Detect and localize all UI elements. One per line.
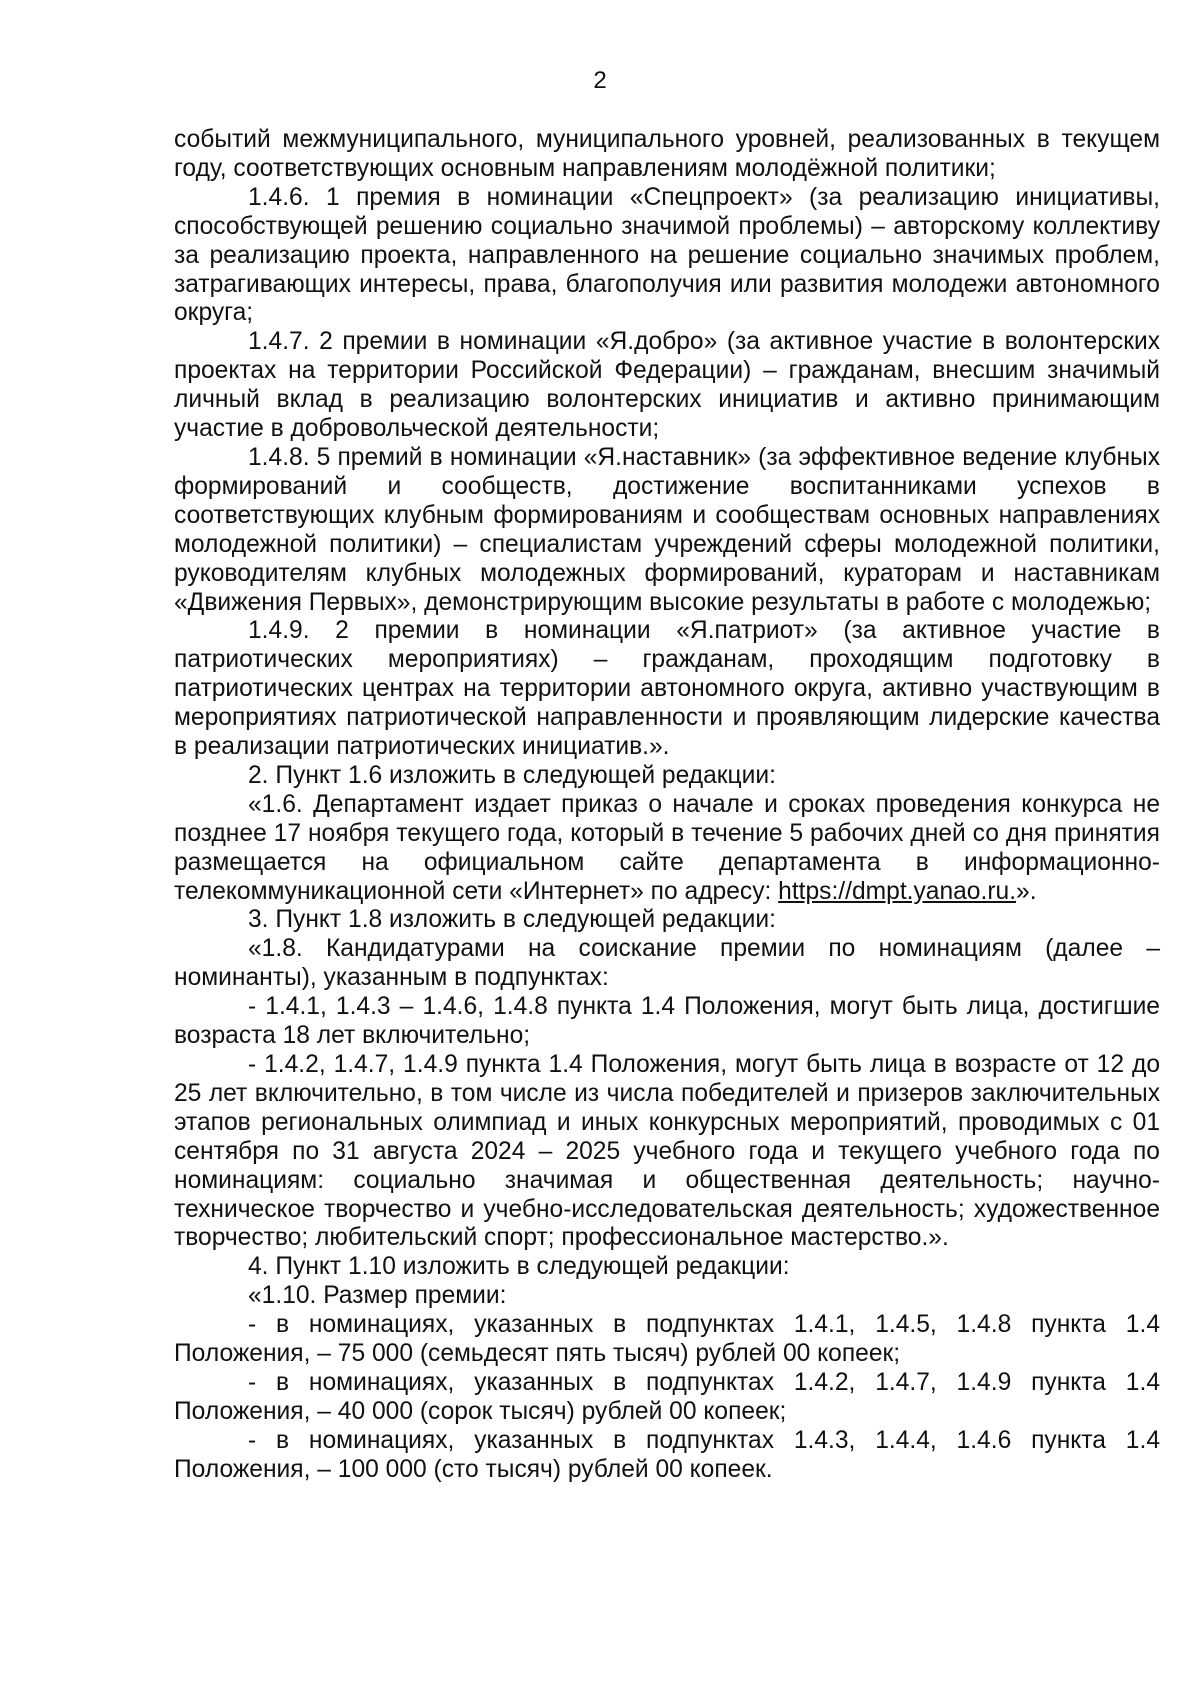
paragraph-1-4-8: 1.4.8. 5 премий в номинации «Я.наставник» (за эффективное ведение клубных формирований и сообществ, достижение воспитанниками успехов в соответствующих клубным формированиям и сообществам основных направлениях молодежной политики) – специалистам учреждений сферы молодежной политики, руководителям клубных молодежных формирований, кураторам и наставникам «Движения Первых», демонстрирующим высокие результаты в работе с молодежью; <box>174 443 1160 616</box>
list-item-prize-40000: - в номинациях, указанных в подпунктах 1.4.2, 1.4.7, 1.4.9 пункта 1.4 Положения, – 40 000 (сорок тысяч) рублей 00 копеек; <box>174 1368 1160 1425</box>
paragraph-1-6-tail: ». <box>1016 877 1037 905</box>
list-item-prize-100000: - в номинациях, указанных в подпунктах 1.4.3, 1.4.4, 1.4.6 пункта 1.4 Положения, – 100 000 (сто тысяч) рублей 00 копеек. <box>174 1426 1160 1483</box>
paragraph-1-6 <box>174 791 1160 907</box>
paragraph-1-10: «1.10. Размер премии: <box>248 1282 507 1310</box>
paragraph-item-3: 3. Пункт 1.8 изложить в следующей редакции: <box>248 906 776 934</box>
list-item-age-18: - 1.4.1, 1.4.3 – 1.4.6, 1.4.8 пункта 1.4 Положения, могут быть лица, достигшие возраста 18 лет включительно; <box>174 993 1160 1050</box>
paragraph-1-4-7: 1.4.7. 2 премии в номинации «Я.добро» (за активное участие в волонтерских проектах на территории Российской Федерации) – гражданам, внесшим значимый личный вклад в реализацию волонтерских инициатив и активно принимающим участие в добровольческой деятельности; <box>174 328 1160 443</box>
paragraph-1-4-6: 1.4.6. 1 премия в номинации «Спецпроект» (за реализацию инициативы, способствующей решению социально значимой проблемы) – авторскому коллективу за реализацию проекта, направленного на решение социально значимых проблем, затрагивающих интересы, права, благополучия или развития молодежи автономного округа; <box>174 183 1160 327</box>
paragraph-item-4: 4. Пункт 1.10 изложить в следующей редакции: <box>248 1253 790 1281</box>
paragraph-continuation: событий межмуниципального, муниципального уровней, реализованных в текущем году, соответствующих основным направлениям молодёжной политики; <box>174 126 1160 182</box>
list-item-age-12-25: - 1.4.2, 1.4.7, 1.4.9 пункта 1.4 Положения, могут быть лица в возрасте от 12 до 25 лет включительно, в том числе из числа победителей и призеров заключительных этапов региональных олимпиад и иных конкурсных мероприятий, проводимых с 01 сентября по 31 августа 2024 – 2025 учебного года и текущего учебного года по номинациям: социально значимая и общественная деятельность; научно-техническое творчество и учебно-исследовательская деятельность; художественное творчество; любительский спорт; профессиональное мастерство.». <box>174 1051 1160 1252</box>
paragraph-1-8: «1.8. Кандидатурами на соискание премии по номинациям (далее – номинанты), указанным в подпунктах: <box>174 935 1160 992</box>
paragraph-1-6-text: «1.6. Департамент издает приказ о начале и сроках проведения конкурса не позднее 17 ноября текущего года, который в течение 5 рабочих дней со дня принятия размещается на официальном сайте департамента в информационно-телекоммуникационной сети «Интернет» по адресу: <box>174 790 1160 905</box>
paragraph-item-2: 2. Пункт 1.6 изложить в следующей редакции: <box>248 761 776 789</box>
paragraph-1-4-9: 1.4.9. 2 премии в номинации «Я.патриот» (за активное участие в патриотических мероприятиях) – гражданам, проходящим подготовку в патриотических центрах на территории автономного округа, активно участвующим в мероприятиях патриотической направленности и проявляющим лидерские качества в реализации патриотических инициатив.». <box>174 617 1160 761</box>
page-number: 2 <box>593 67 607 94</box>
document-body <box>174 126 1160 1485</box>
website-link[interactable]: https://dmpt.yanao.ru. <box>778 877 1017 905</box>
list-item-prize-75000: - в номинациях, указанных в подпунктах 1.4.1, 1.4.5, 1.4.8 пункта 1.4 Положения, – 75 000 (семьдесят пять тысяч) рублей 00 копеек; <box>174 1311 1160 1368</box>
